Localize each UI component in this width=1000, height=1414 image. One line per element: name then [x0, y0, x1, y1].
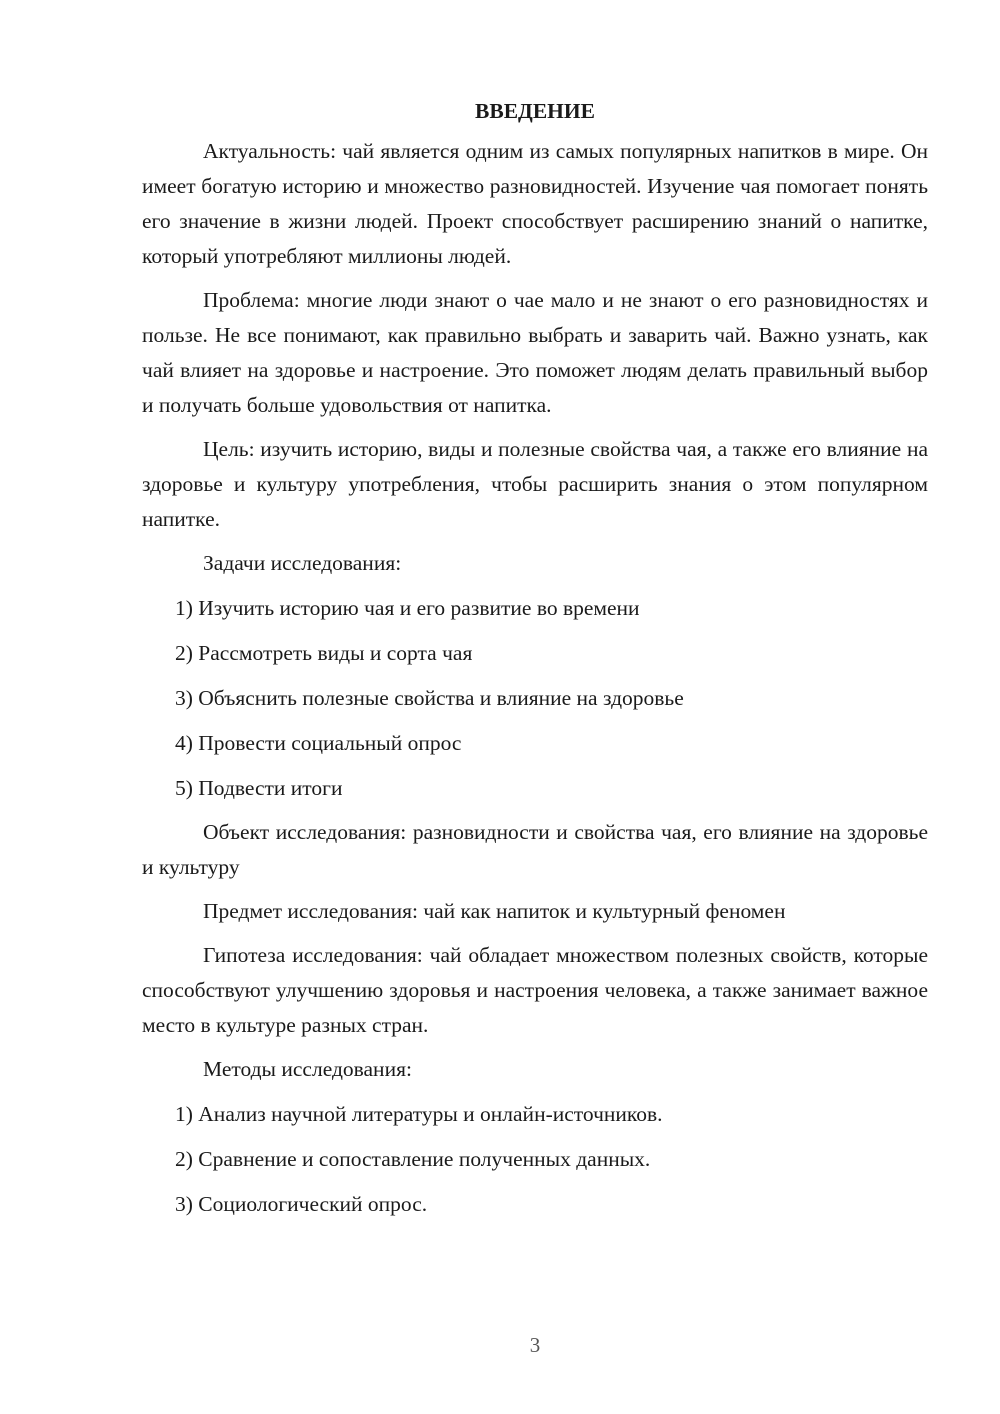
relevance-paragraph: Актуальность: чай является одним из самых популярных напитков в мире. Он имеет богатую историю и множество разновидностей. Изучение чая помогает понять его значение в жизни людей. Проект способствует расширению знаний о напитке, который употребляют миллионы людей.	[142, 139, 928, 268]
method-item: 1) Анализ научной литературы и онлайн-источников.	[175, 1102, 663, 1126]
methods-label: Методы исследования:	[203, 1057, 412, 1081]
goal-paragraph: Цель: изучить историю, виды и полезные свойства чая, а также его влияние на здоровье и культуру употребления, чтобы расширить знания о этом популярном напитке.	[142, 437, 928, 531]
page-number: 3	[529, 1333, 541, 1357]
task-item: 4) Провести социальный опрос	[175, 731, 462, 755]
task-item: 2) Рассмотреть виды и сорта чая	[175, 641, 473, 665]
method-item: 3) Социологический опрос.	[175, 1192, 428, 1216]
section-title: ВВЕДЕНИЕ	[475, 99, 595, 123]
task-item: 1) Изучить историю чая и его развитие во времени	[175, 596, 640, 620]
subject-paragraph: Предмет исследования: чай как напиток и культурный феномен	[203, 899, 786, 923]
problem-paragraph: Проблема: многие люди знают о чае мало и не знают о его разновидностях и пользе. Не все понимают, как правильно выбрать и заварить чай. Важно узнать, как чай влияет на здоровье и настроение. Это поможет людям делать правильный выбор и получать больше удовольствия от напитка.	[142, 288, 928, 417]
hypothesis-paragraph: Гипотеза исследования: чай обладает множеством полезных свойств, которые способствуют улучшению здоровья и настроения человека, а также занимает важное место в культуре разных стран.	[142, 943, 928, 1037]
object-paragraph: Объект исследования: разновидности и свойства чая, его влияние на здоровье и культуру	[142, 820, 928, 879]
task-item: 5) Подвести итоги	[175, 776, 343, 800]
tasks-label: Задачи исследования:	[203, 551, 402, 575]
tasks-list	[142, 591, 928, 806]
methods-list	[142, 1097, 928, 1222]
document-page	[142, 96, 928, 1231]
task-item: 3) Объяснить полезные свойства и влияние на здоровье	[175, 686, 684, 710]
method-item: 2) Сравнение и сопоставление полученных данных.	[175, 1147, 651, 1171]
